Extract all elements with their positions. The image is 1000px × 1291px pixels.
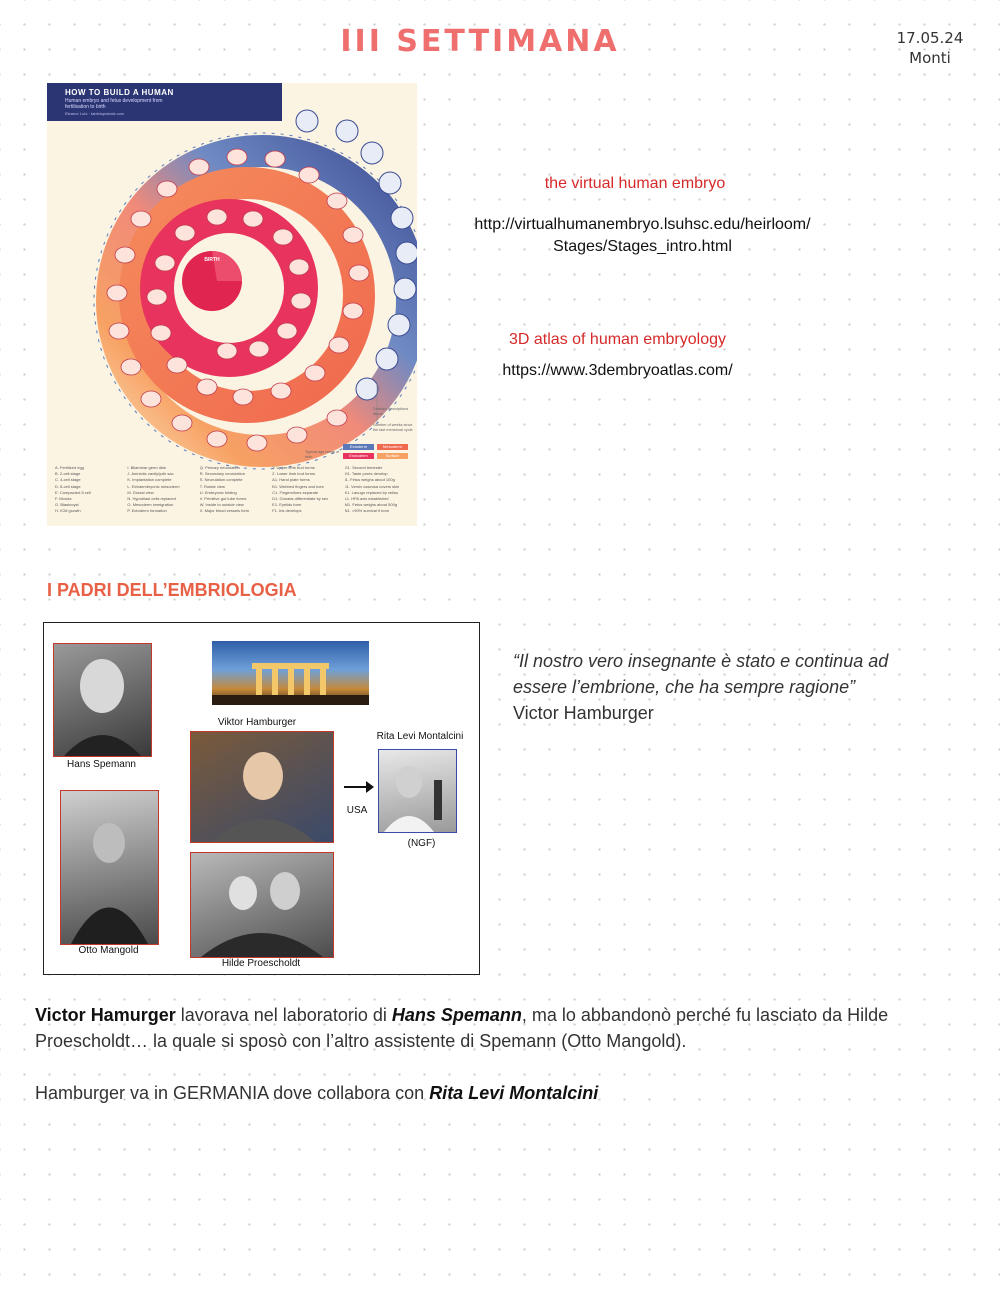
- poster-legend-item: L. Extraembryonic mesoderm: [127, 483, 180, 489]
- poster-legend-item: K1. Lanugo replaced by vellus: [344, 489, 399, 495]
- poster-legend-item: A1. Hand plate forms: [272, 477, 310, 483]
- arrow-head-icon: [366, 781, 374, 793]
- poster-legend-item: F1. Iris develops: [272, 508, 302, 514]
- germ-layer-ectoderm: Ectoderm: [343, 444, 374, 450]
- poster-legend-item: J1. Vernix caseosa covers skin: [344, 483, 400, 489]
- poster-legend-item: R. Secondary neurulation: [199, 471, 245, 477]
- poster-legend-item: L1. HPA axis established: [344, 496, 389, 502]
- poster-side-note-1: Detailed descriptions above: [373, 407, 409, 416]
- poster-legend-item: Y. Upper limb bud forms: [272, 465, 315, 470]
- poster-legend-item: M1. Fetus weighs about 500g: [344, 502, 398, 508]
- poster-legend-item: X. Major blood vessels form: [199, 508, 250, 514]
- spiral-illustration: [47, 83, 417, 526]
- photo-hilde-proescholdt: [190, 852, 334, 958]
- poster-age-note: Typical age range of birth: [305, 450, 340, 459]
- date-text: 17.05.24: [896, 29, 964, 47]
- poster-header: [47, 83, 282, 121]
- link-url-virtual-embryo[interactable]: [440, 214, 845, 258]
- germ-layer-surface: Surface: [377, 453, 408, 459]
- bold-hans-spemann: Hans Spemann: [391, 1005, 522, 1025]
- caption-usa: USA: [346, 805, 368, 816]
- photo-brandenburg-gate: [212, 641, 369, 705]
- gate-silhouette: [212, 641, 369, 705]
- poster-legend-item: F. Morula: [55, 496, 72, 502]
- caption-viktor-hamburger: Viktor Hamburger: [217, 717, 297, 728]
- portrait-silhouette: [191, 732, 333, 842]
- section-title: I PADRI DELL’EMBRIOLOGIA: [47, 580, 297, 600]
- poster-credit: Eleanor Lutz · tabletopwhale.com: [65, 111, 125, 116]
- link-url-line-2[interactable]: Stages/Stages_intro.html: [553, 238, 732, 255]
- embryology-fathers-figure: [43, 622, 480, 975]
- caption-ngf: (NGF): [407, 838, 436, 849]
- poster-legend-item: E. Compacted 8 cell: [55, 489, 91, 495]
- germ-layer-mesoderm: Mesoderm: [377, 444, 408, 450]
- poster-legend-item: G. Blastocyst: [55, 502, 79, 508]
- paragraph-hamburger-spemann: [35, 1002, 965, 1054]
- text-segment: Hamburger va in GERMANIA dove collabora con: [35, 1083, 430, 1103]
- date-author-note: [880, 28, 980, 68]
- text-segment: , ma lo abbandonò perché fu lasciato da Hilde Proescholdt… la quale si sposò con l’altro assistente di Spemann (Otto Mangold).: [35, 1005, 889, 1051]
- portrait-silhouette: [379, 750, 456, 832]
- poster-legend-item: Q. Primary neurulation: [199, 465, 240, 470]
- poster-legend-item: S. Neurulation complete: [199, 477, 243, 483]
- poster-legend-item: C. 4-cell stage: [55, 477, 81, 483]
- text-segment: lavorava nel laboratorio di: [175, 1005, 392, 1025]
- poster-legend-item: B. 2-cell stage: [55, 471, 81, 477]
- photo-viktor-hamburger: [190, 731, 334, 843]
- poster-legend-item: M. Dorsal view: [127, 489, 154, 495]
- link-title-3d-atlas: 3D atlas of human embryology: [509, 331, 726, 348]
- link-url-line-1[interactable]: http://virtualhumanembryo.lsuhsc.edu/heirloom/: [474, 216, 811, 233]
- embryo-development-poster: [47, 83, 417, 526]
- portrait-silhouette: [54, 644, 151, 756]
- poster-legend-item: I. Bilaminar germ disk: [127, 465, 166, 470]
- hamburger-quote: [513, 648, 933, 726]
- poster-legend-item: N1. >90% survival if born: [344, 508, 390, 514]
- caption-otto-mangold: Otto Mangold: [78, 945, 139, 956]
- poster-legend-item: D. 8-cell stage: [55, 483, 81, 489]
- caption-rita-levi-montalcini: Rita Levi Montalcini: [376, 731, 464, 742]
- poster-legend-item: I1. Fetus weighs about 100g: [344, 477, 395, 483]
- bold-victor-hamurger: Victor Hamurger: [35, 1005, 176, 1025]
- poster-legend: [55, 465, 411, 523]
- poster-legend-item: U. Embryonic folding: [199, 489, 237, 495]
- poster-legend-item: D1. Gonads differentiate by sex: [272, 496, 329, 502]
- poster-legend-item: Z. Lower limb bud forms: [272, 471, 316, 477]
- caption-hans-spemann: Hans Spemann: [67, 759, 136, 770]
- poster-legend-item: B1. Webbed fingers and toes: [272, 483, 324, 489]
- poster-center-label: BIRTH: [204, 257, 220, 263]
- paragraph-germania: [35, 1080, 965, 1106]
- poster-legend-item: J. Amniotic cavity/yolk sac: [127, 471, 174, 477]
- quote-text: “Il nostro vero insegnante è stato e continua ad essere l’embrione, che ha sempre ragione”: [513, 651, 889, 697]
- link-url-3d-atlas[interactable]: https://www.3dembryoatlas.com/: [502, 362, 733, 379]
- poster-legend-item: O. Mesoderm immigration: [127, 502, 174, 508]
- poster-legend-item: H. ICM growth: [55, 508, 81, 514]
- bold-rita-levi-montalcini: Rita Levi Montalcini: [429, 1083, 599, 1103]
- poster-legend-item: W. Inside to outside view: [199, 502, 244, 508]
- poster-legend-item: C1. Fingers/toes separate: [272, 489, 319, 495]
- page-title: III SETTIMANA: [340, 24, 620, 59]
- portrait-silhouette: [61, 791, 158, 944]
- poster-side-note-2: Number of weeks since the last menstrual cycle: [373, 423, 413, 432]
- link-title-virtual-embryo: the virtual human embryo: [544, 175, 726, 192]
- poster-legend-item: T. Rotate view: [199, 483, 225, 489]
- author-text: Monti: [909, 49, 951, 67]
- poster-subtitle: Human embryo and fetus development from fertilisation to birth: [65, 98, 163, 110]
- poster-legend-item: P. Ectoderm formation: [127, 508, 167, 514]
- portrait-silhouette: [191, 853, 333, 957]
- photo-otto-mangold: [60, 790, 159, 945]
- poster-legend-item: N. Hypoblast cells replaced: [127, 496, 176, 502]
- poster-title: HOW TO BUILD A HUMAN: [65, 88, 174, 97]
- poster-legend-item: V. Primitive gut tube forms: [199, 496, 247, 502]
- photo-hans-spemann: [53, 643, 152, 757]
- poster-legend-item: A. Fertilized egg: [55, 465, 84, 470]
- photo-rita-levi-montalcini: [378, 749, 457, 833]
- germ-layer-endoderm: Endoderm: [343, 453, 374, 459]
- poster-legend-item: K. Implantation complete: [127, 477, 172, 483]
- poster-legend-item: G1. Second trimester: [344, 465, 383, 470]
- poster-legend-item: E1. Eyelids form: [272, 502, 302, 508]
- quote-author: Victor Hamburger: [513, 703, 654, 723]
- poster-legend-item: H1. Taste pores develop: [344, 471, 388, 477]
- caption-hilde-proescholdt: Hilde Proescholdt: [221, 958, 301, 969]
